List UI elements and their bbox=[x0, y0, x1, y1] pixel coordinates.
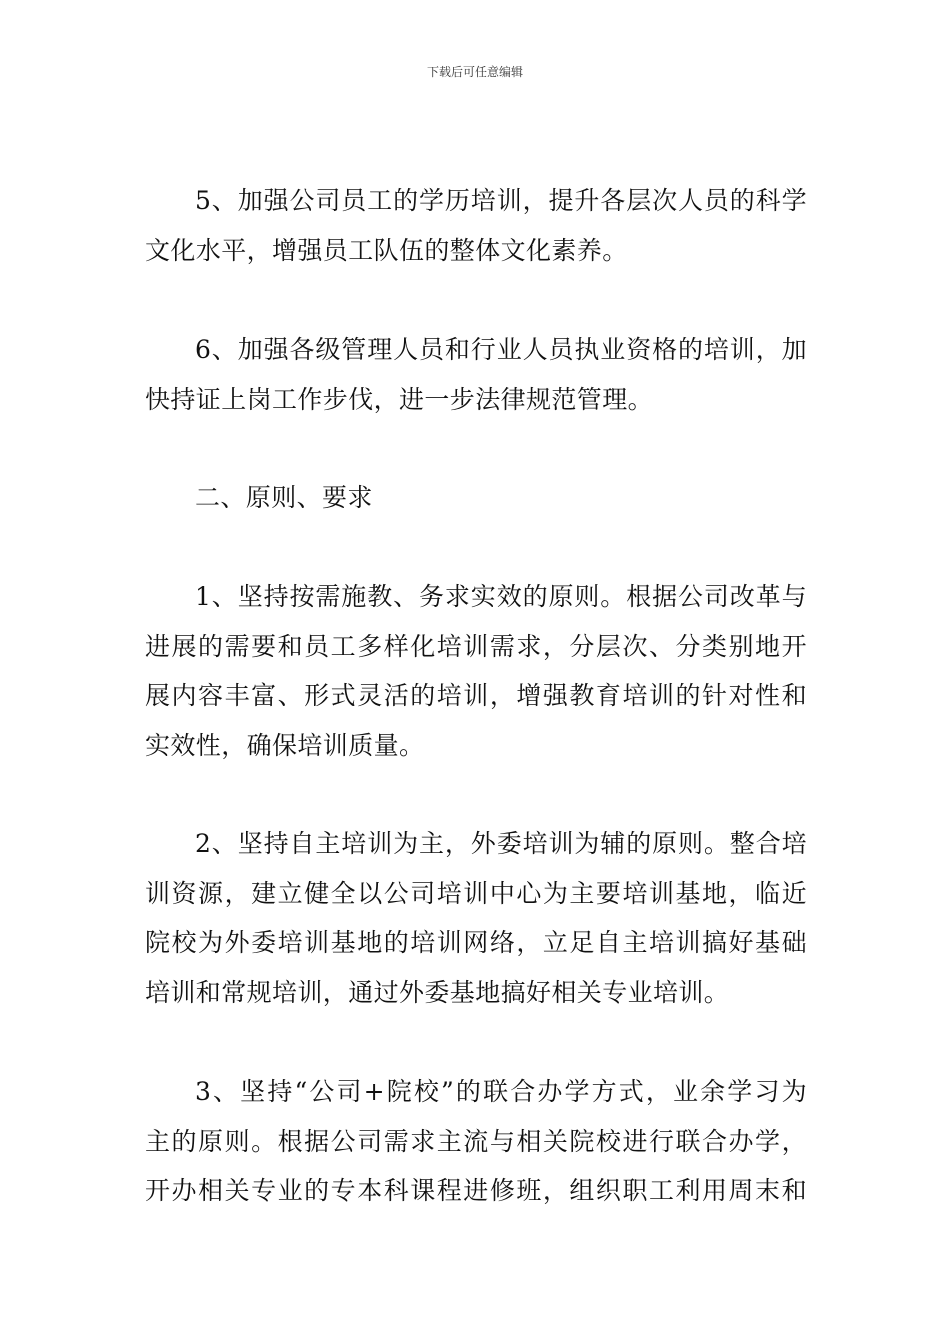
text-line: 展内容丰富、形式灵活的培训，增强教育培训的针对性和 bbox=[145, 681, 807, 710]
text-line: 快持证上岗工作步伐，进一步法律规范管理。 bbox=[145, 384, 654, 414]
text-line: 开办相关专业的专本科课程进修班，组织职工利用周末和 bbox=[145, 1176, 807, 1205]
text-line: 5、加强公司员工的学历培训，提升各层次人员的科学 bbox=[195, 186, 807, 215]
paragraph-principle-1 bbox=[145, 572, 807, 770]
text-line: 文化水平，增强员工队伍的整体文化素养。 bbox=[145, 235, 628, 265]
text-line: 二、原则、要求 bbox=[195, 483, 373, 512]
paragraph-5 bbox=[145, 176, 807, 275]
paragraph-6 bbox=[145, 325, 807, 424]
text-line: 实效性，确保培训质量。 bbox=[145, 730, 425, 760]
text-line: 主的原则。根据公司需求主流与相关院校进行联合办学， bbox=[145, 1126, 807, 1156]
section-heading bbox=[145, 473, 807, 523]
paragraph-principle-3 bbox=[145, 1067, 807, 1216]
text-line: 院校为外委培训基地的培训网络，立足自主培训搞好基础 bbox=[145, 928, 807, 957]
text-line: 训资源，建立健全以公司培训中心为主要培训基地，临近 bbox=[145, 878, 807, 908]
text-line: 3、坚持“公司+院校”的联合办学方式，业余学习为 bbox=[195, 1077, 807, 1106]
text-line: 1、坚持按需施教、务求实效的原则。根据公司改革与 bbox=[195, 582, 807, 611]
text-line: 进展的需要和员工多样化培训需求，分层次、分类别地开 bbox=[145, 631, 807, 661]
text-line: 2、坚持自主培训为主，外委培训为辅的原则。整合培 bbox=[195, 829, 807, 858]
paragraph-principle-2 bbox=[145, 819, 807, 1017]
text-line: 培训和常规培训，通过外委基地搞好相关专业培训。 bbox=[145, 977, 730, 1007]
text-line: 6、加强各级管理人员和行业人员执业资格的培训，加 bbox=[195, 335, 807, 364]
page-header: 下载后可任意编辑 bbox=[426, 65, 523, 79]
